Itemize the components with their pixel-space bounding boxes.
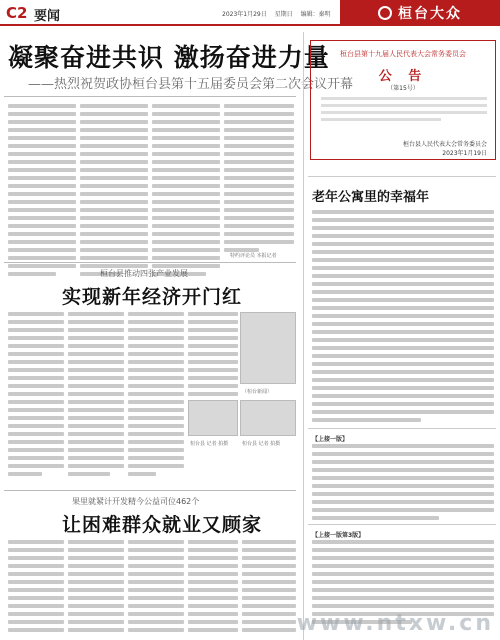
page-number: C2: [6, 4, 28, 22]
divider: [4, 96, 296, 97]
divider: [308, 428, 496, 429]
public-notice: [310, 40, 496, 160]
article3-column-4: [188, 540, 238, 636]
lead-subheadline: ——热烈祝贺政协桓台县第十五届委员会第二次会议开幕: [28, 77, 354, 92]
lead-column-3: [152, 104, 220, 280]
lead-column-1: [8, 104, 76, 280]
notice-title: 公 告: [378, 69, 428, 84]
masthead-title: 桓台大众: [398, 6, 462, 22]
notice-org: 桓台县第十九届人民代表大会常务委员会: [340, 50, 466, 58]
header-weekday: 星期日: [274, 11, 293, 18]
newspaper-logo-icon: [378, 6, 392, 20]
notice-signer: 桓台县人民代表大会常务委员会: [402, 141, 487, 148]
notice-sign-date: 2023年1月19日: [442, 150, 487, 157]
article2-column-1: [8, 312, 64, 480]
watermark: www.ntxw.cn: [296, 611, 494, 636]
side-tag-1: 【上接一版】: [312, 436, 349, 443]
header-editor: 编辑：秦明: [300, 11, 331, 18]
lead-column-4: [224, 104, 294, 256]
lead-headline: 凝聚奋进共识 激扬奋进力量: [8, 43, 330, 72]
divider: [308, 524, 496, 525]
article2-column-3: [128, 312, 184, 480]
article3-headline: 让困难群众就业又顾家: [62, 514, 263, 536]
lead-column-2: [80, 104, 148, 280]
article2-photo-1: [240, 312, 296, 384]
photo-caption: 桓台县 记者 拍摄: [190, 441, 229, 447]
masthead: [340, 0, 500, 26]
article3-kicker: 果里就紧计开发精今公益司位462个: [72, 497, 200, 506]
article2-caption: （桓台新闻）: [242, 389, 273, 395]
article2-photo-3: [240, 400, 296, 436]
section-title: 要闻: [34, 9, 61, 24]
article2-kicker: 桓台县推动四张产业发展: [100, 269, 188, 278]
article2-photo-2: [188, 400, 238, 436]
article3-column-2: [68, 540, 124, 636]
article2-column-2: [68, 312, 124, 480]
side-article-body-2: [312, 444, 494, 524]
notice-signature: [403, 139, 487, 157]
side-tag-2: 【上接一版第3版】: [312, 532, 365, 539]
header-date: 2023年1月29日: [222, 11, 267, 18]
photo-caption: 桓台县 记者 拍摄: [242, 441, 281, 447]
divider: [4, 490, 296, 491]
lead-byline: 特约评论员 本报记者: [230, 253, 277, 259]
side-article-headline: 老年公寓里的幸福年: [312, 190, 430, 205]
article3-column-1: [8, 540, 64, 636]
side-article-body-1: [312, 210, 494, 426]
divider: [4, 262, 296, 263]
page-header: [0, 0, 500, 26]
divider: [308, 176, 496, 177]
header-info: [222, 9, 337, 18]
article2-headline: 实现新年经济开门红: [62, 286, 243, 308]
notice-number: （第15号）: [387, 85, 419, 92]
article3-column-5: [242, 540, 296, 636]
article3-column-3: [128, 540, 184, 636]
